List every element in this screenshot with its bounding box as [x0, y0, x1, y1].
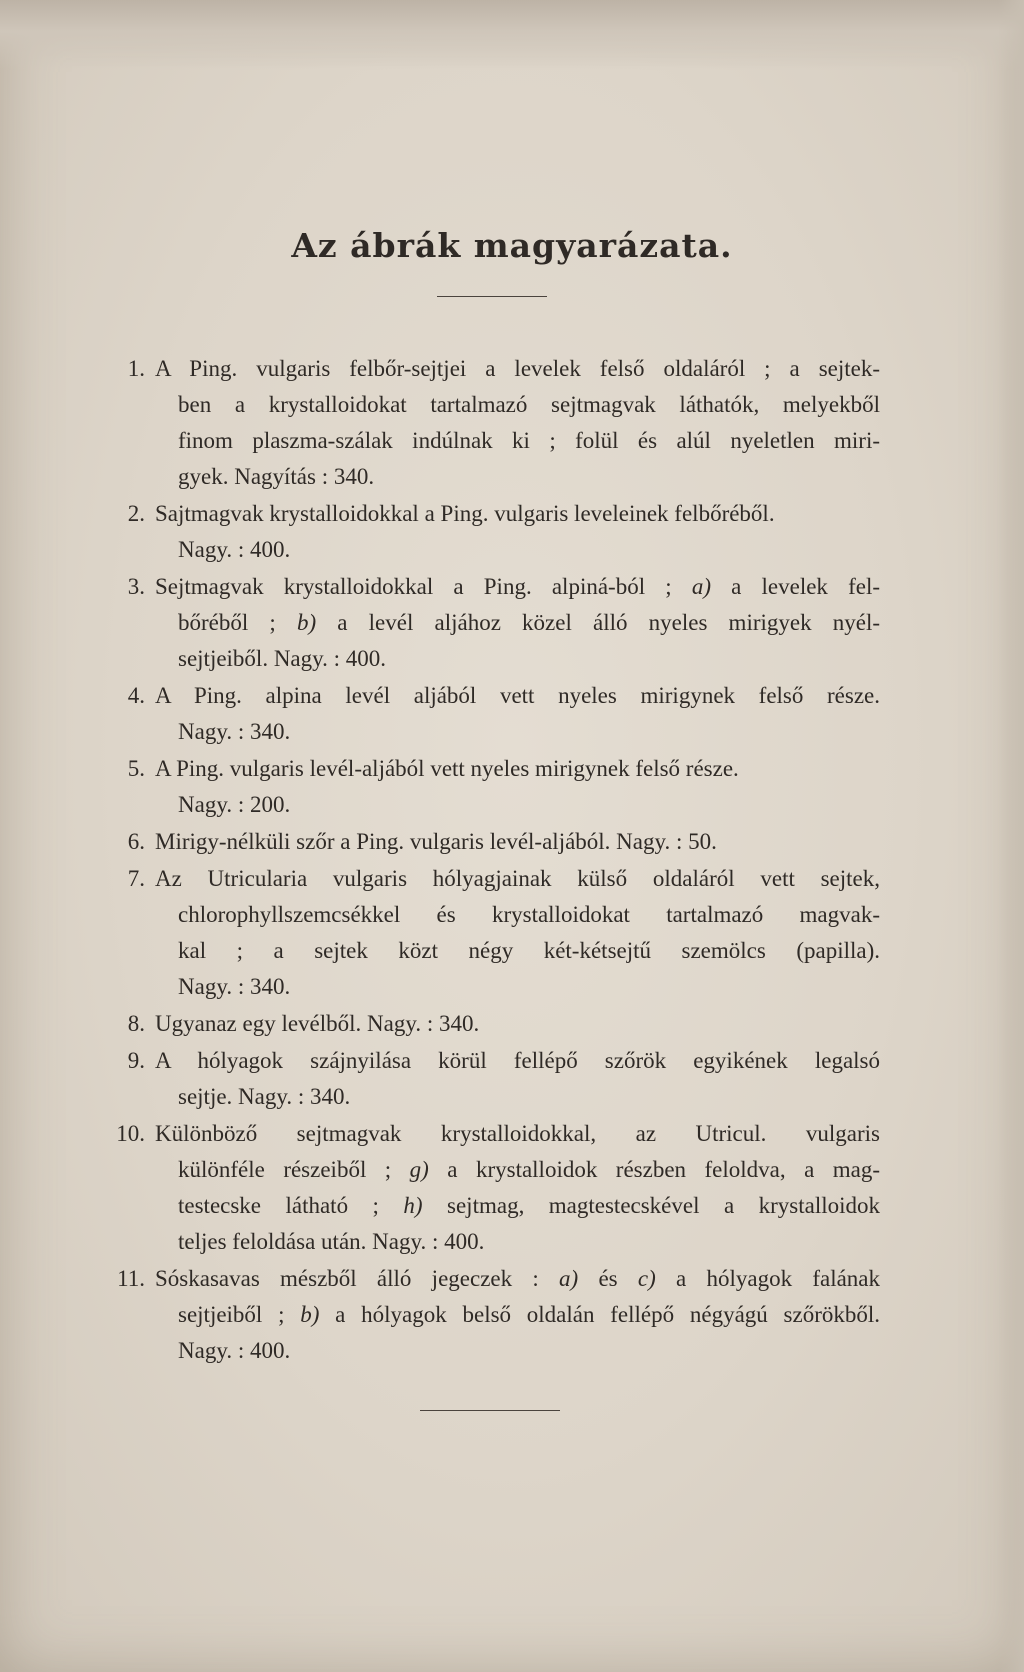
entry-line: Sajtmagvak krystalloidokkal a Ping. vulgaris leveleinek felbőréből.: [155, 501, 775, 526]
closing-rule: [420, 1410, 560, 1411]
subfigure-marker: g): [409, 1157, 429, 1182]
title-rule: [437, 296, 547, 297]
entry-line: testecske látható ; h) sejtmag, magtestecskével a krystalloidok: [178, 1193, 880, 1218]
subfigure-marker: a): [691, 574, 711, 599]
entry-number: 7.: [127, 866, 145, 891]
entry-line: sejtjeiből. Nagy. : 400.: [178, 646, 387, 671]
entry-number: 10.: [116, 1121, 145, 1146]
entry-number: 6.: [127, 829, 145, 854]
subfigure-marker: c): [637, 1266, 656, 1291]
subfigure-marker: a): [559, 1266, 579, 1291]
page-title: Az ábrák magyarázata.: [291, 226, 733, 265]
entry-number: 5.: [127, 756, 145, 781]
entry-line: A hólyagok szájnyilása körül fellépő szőrök egyikének legalsó: [155, 1048, 880, 1073]
entry-line: gyek. Nagyítás : 340.: [178, 464, 375, 489]
entry-line: Sóskasavas mészből álló jegeczek : a) és c) a hólyagok falának: [155, 1266, 881, 1291]
subfigure-marker: h): [403, 1193, 423, 1218]
entry-number: 8.: [127, 1011, 145, 1036]
entry-line: Nagy. : 400.: [178, 537, 291, 562]
entry-line: sejtje. Nagy. : 340.: [178, 1084, 351, 1109]
entry-line: Az Utricularia vulgaris hólyagjainak külső oldaláról vett sejtek,: [155, 866, 880, 891]
entry-line: A Ping. vulgaris levél-aljából vett nyeles mirigynek felső része.: [155, 756, 739, 781]
entry-number: 4.: [127, 683, 145, 708]
entry-line: ben a krystalloidokat tartalmazó sejtmagvak láthatók, melyekből: [178, 392, 880, 417]
entry-number: 9.: [127, 1048, 145, 1073]
entry-line: Nagy. : 340.: [178, 974, 291, 999]
entry-line: bőréből ; b) a levél aljához közel álló nyeles mirigyek nyél-: [178, 610, 881, 635]
entry-line: A Ping. alpina levél aljából vett nyeles mirigynek felső része.: [155, 683, 880, 708]
subfigure-marker: b): [296, 610, 317, 635]
entry-line: sejtjeiből ; b) a hólyagok belső oldalán fellépő négyágú szőrökből.: [178, 1302, 880, 1327]
entry-line: különféle részeiből ; g) a krystalloidok részben feloldva, a mag-: [178, 1157, 880, 1182]
entry-number: 2.: [127, 501, 145, 526]
entry-line: finom plaszma-szálak indúlnak ki ; folül és alúl nyeletlen miri-: [178, 428, 880, 453]
entry-line: kal ; a sejtek közt négy két-kétsejtű szemölcs (papilla).: [178, 938, 880, 963]
entry-line: Nagy. : 340.: [178, 719, 291, 744]
entry-line: Sejtmagvak krystalloidokkal a Ping. alpiná-ból ; a) a levelek fel-: [155, 574, 881, 599]
entry-line: Különböző sejtmagvak krystalloidokkal, az Utricul. vulgaris: [155, 1121, 880, 1146]
entry-line: Nagy. : 200.: [178, 792, 291, 817]
entry-line: chlorophyllszemcsékkel és krystalloidokat tartalmazó magvak-: [178, 902, 880, 927]
entry-line: teljes feloldása után. Nagy. : 400.: [178, 1229, 485, 1254]
entry-line: Mirigy-nélküli szőr a Ping. vulgaris levél-aljából. Nagy. : 50.: [155, 829, 717, 854]
entry-number: 11.: [117, 1266, 145, 1291]
entry-line: Nagy. : 400.: [178, 1338, 291, 1363]
subfigure-marker: b): [300, 1302, 320, 1327]
entry-number: 1.: [127, 356, 145, 381]
entry-line: Ugyanaz egy levélből. Nagy. : 340.: [155, 1011, 480, 1036]
page-top-shadow: [0, 0, 1024, 70]
entry-number: 3.: [127, 574, 145, 599]
entry-line: A Ping. vulgaris felbőr-sejtjei a levelek felső oldaláról ; a sejtek-: [155, 356, 880, 381]
